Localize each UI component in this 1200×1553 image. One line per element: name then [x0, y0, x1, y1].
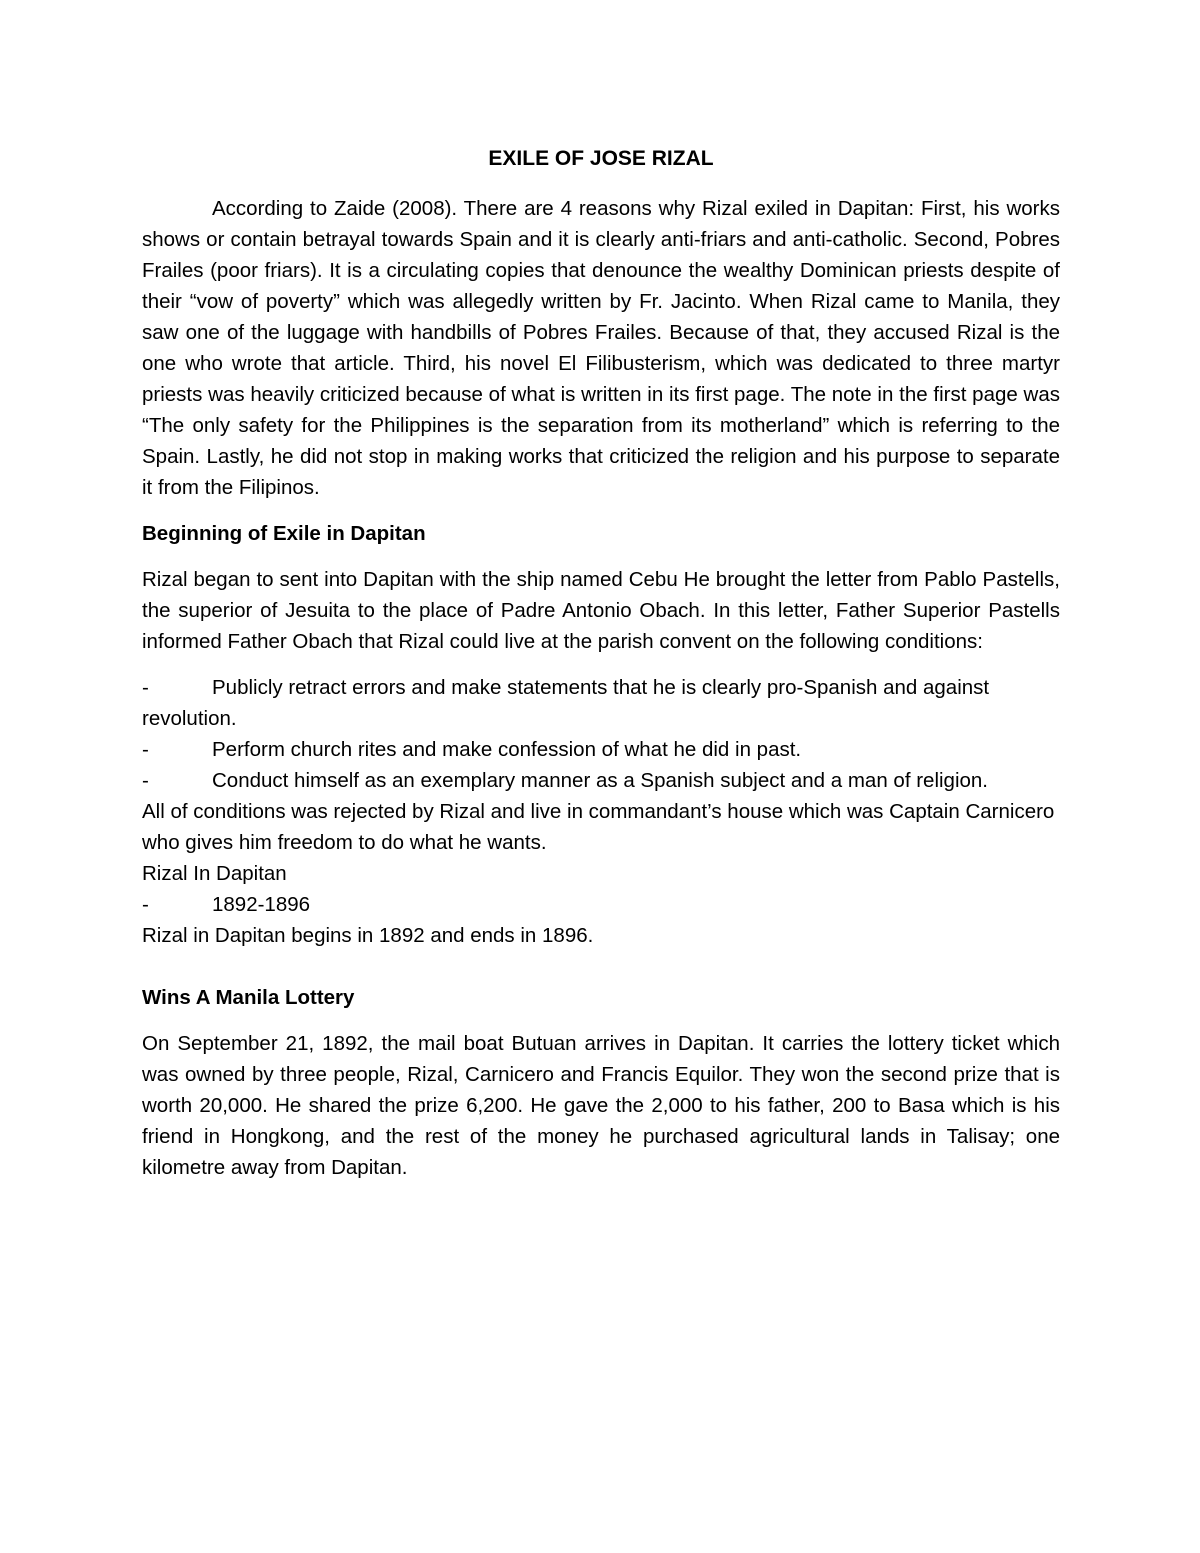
list-item-text: Perform church rites and make confession of what he did in past. [212, 738, 802, 761]
list-bullet-dash: - [142, 893, 149, 916]
period-list-item [142, 889, 1060, 920]
list-item-text: Conduct himself as an exemplary manner as a Spanish subject and a man of religion. [212, 769, 989, 792]
conditions-rejected-text: All of conditions was rejected by Rizal and live in commandant’s house which was Captain Carnicero who gives him freedom to do what he wants. [142, 800, 1055, 854]
document-title: EXILE OF JOSE RIZAL [488, 147, 714, 170]
conditions-list [142, 672, 1060, 796]
rizal-in-dapitan-subheading: Rizal In Dapitan [142, 862, 287, 885]
list-item [142, 734, 1060, 765]
list-bullet-dash: - [142, 676, 149, 699]
section-paragraph-lottery: On September 21, 1892, the mail boat Butuan arrives in Dapitan. It carries the lottery ticket which was owned by three people, Rizal, Carnicero and Francis Equilor. They won the second prize that is worth 20,000. He shared the prize 6,200. He gave the 2,000 to his father, 200 to Basa which is his friend in Hongkong, and the rest of the money he purchased agricultural lands in Talisay; one kilometre away from Dapitan. [142, 1032, 1060, 1179]
list-item-text: Publicly retract errors and make statements that he is clearly pro-Spanish and against revolution. [142, 676, 990, 730]
list-item [142, 765, 1060, 796]
list-bullet-dash: - [142, 769, 149, 792]
section-heading-beginning-of-exile: Beginning of Exile in Dapitan [142, 522, 426, 545]
period-text: 1892-1896 [212, 893, 311, 916]
section-heading-lottery: Wins A Manila Lottery [142, 986, 355, 1009]
document-body [142, 143, 1060, 1183]
intro-paragraph: According to Zaide (2008). There are 4 reasons why Rizal exiled in Dapitan: First, his works shows or contain betrayal towards Spain and it is clearly anti-friars and anti-catholic. Second, Pobres Frailes (poor friars). It is a circulating copies that denounce the wealthy Dominican priests despite of their “vow of poverty” which was allegedly written by Fr. Jacinto. When Rizal came to Manila, they saw one of the luggage with handbills of Pobres Frailes. Because of that, they accused Rizal is the one who wrote that article. Third, his novel El Filibusterism, which was dedicated to three martyr priests was heavily criticized because of what is written in its first page. The note in the first page was “The only safety for the Philippines is the separation from its motherland” which is referring to the Spain. Lastly, he did not stop in making works that criticized the religion and his purpose to separate it from the Filipinos. [142, 197, 1060, 499]
section-paragraph-beginning-of-exile: Rizal began to sent into Dapitan with the ship named Cebu He brought the letter from Pablo Pastells, the superior of Jesuita to the place of Padre Antonio Obach. In this letter, Father Superior Pastells informed Father Obach that Rizal could live at the parish convent on the following conditions: [142, 568, 1060, 653]
list-item [142, 672, 1060, 734]
period-note: Rizal in Dapitan begins in 1892 and ends in 1896. [142, 924, 594, 947]
list-bullet-dash: - [142, 738, 149, 761]
